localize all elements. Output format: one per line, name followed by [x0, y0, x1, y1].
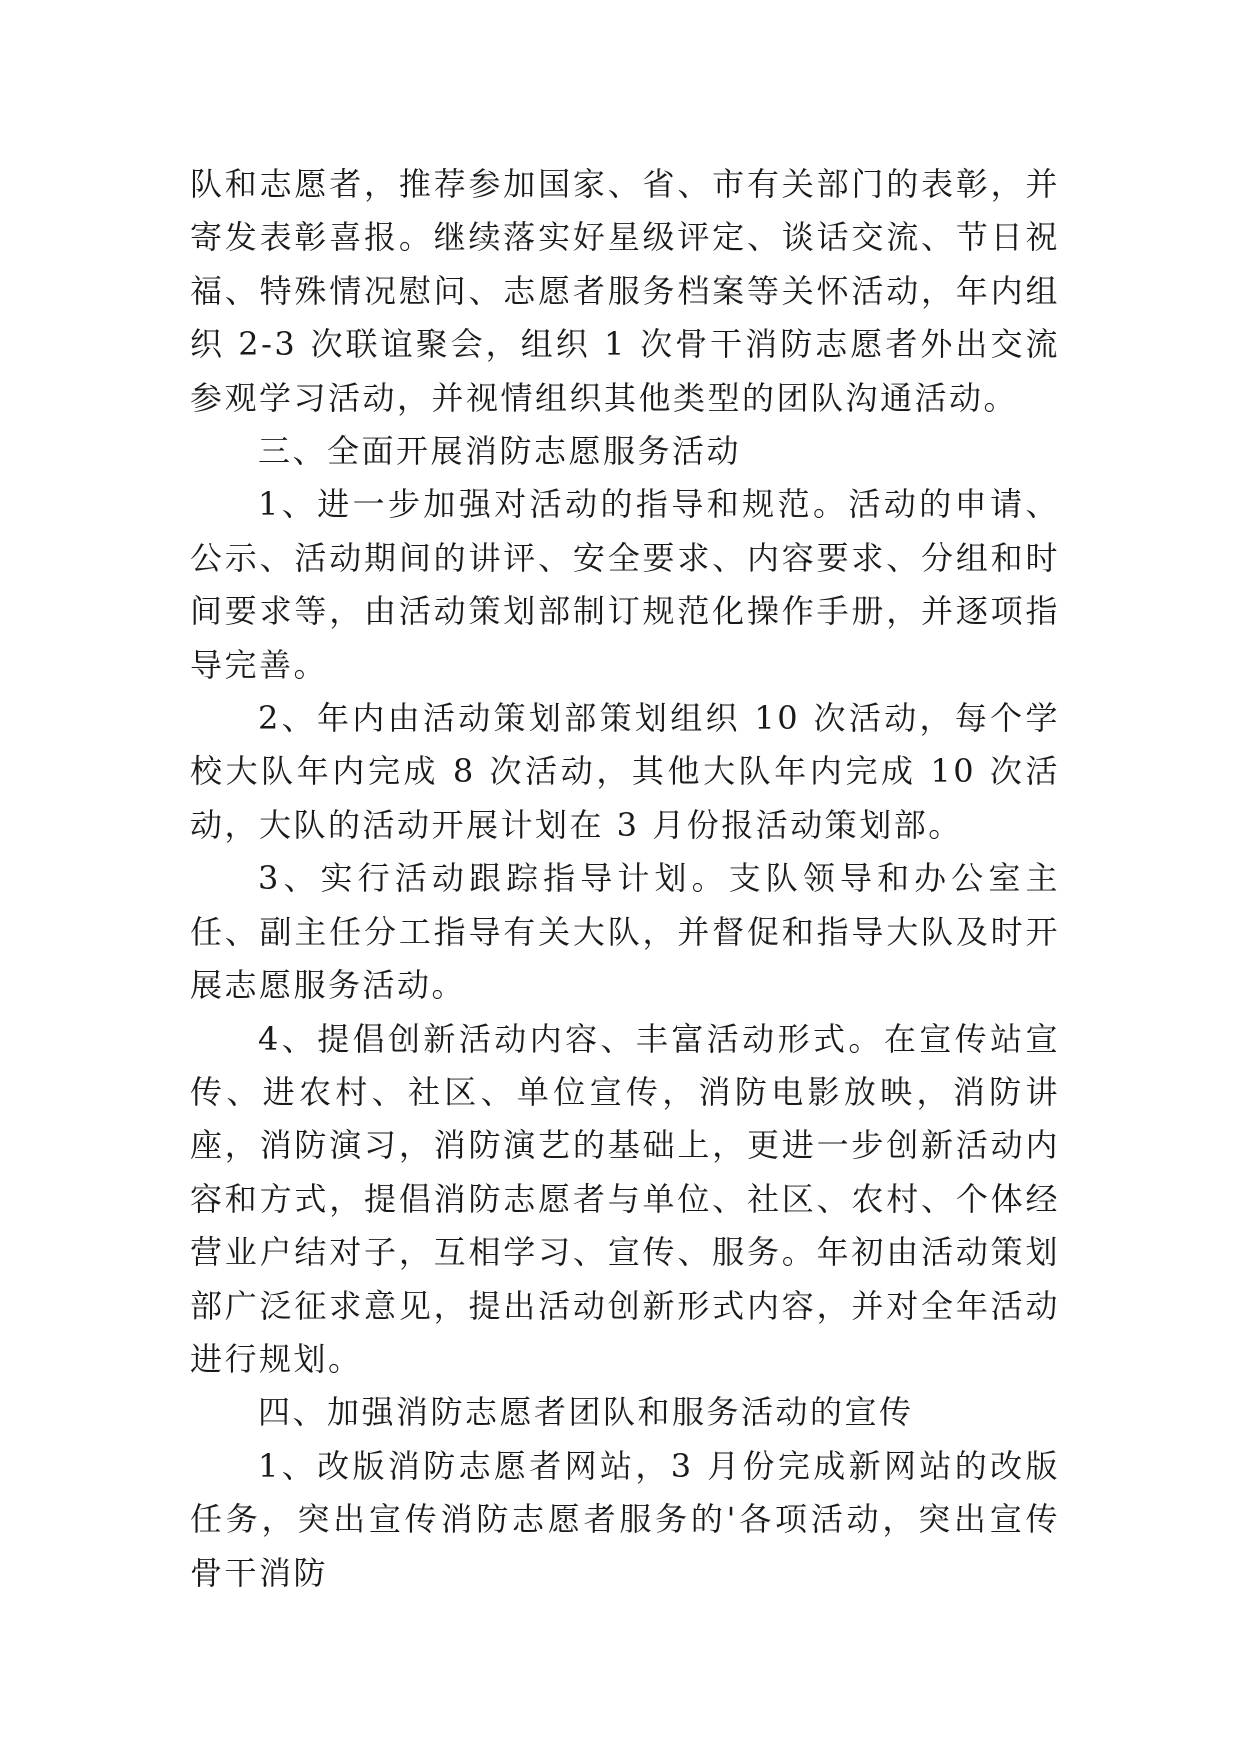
list-item-3-1: 1、进一步加强对活动的指导和规范。活动的申请、公示、活动期间的讲评、安全要求、内容要求、分组和时间要求等，由活动策划部制订规范化操作手册，并逐项指导完善。	[190, 485, 1060, 684]
list-item-3-4: 4、提倡创新活动内容、丰富活动形式。在宣传站宣传、进农村、社区、单位宣传，消防电影放映，消防讲座，消防演习，消防演艺的基础上，更进一步创新活动内容和方式，提倡消防志愿者与单位、社区、农村、个体经营业户结对子，互相学习、宣传、服务。年初由活动策划部广泛征求意见，提出活动创新形式内容，并对全年活动进行规划。	[190, 1019, 1060, 1378]
paragraph-continuation: 队和志愿者，推荐参加国家、省、市有关部门的表彰，并寄发表彰喜报。继续落实好星级评定、谈话交流、节日祝福、特殊情况慰问、志愿者服务档案等关怀活动，年内组织 2-3 次联谊聚会，组织 1 次骨干消防志愿者外出交流参观学习活动，并视情组织其他类型的团队沟通活动。	[190, 165, 1060, 417]
document-body	[190, 158, 1060, 1600]
section-heading-4: 四、加强消防志愿者团队和服务活动的宣传	[258, 1393, 914, 1432]
section-heading-3: 三、全面开展消防志愿服务活动	[258, 432, 742, 471]
list-item-4-1: 1、改版消防志愿者网站，3 月份完成新网站的改版任务，突出宣传消防志愿者服务的'各项活动，突出宣传骨干消防	[190, 1446, 1060, 1592]
list-item-3-3: 3、实行活动跟踪指导计划。支队领导和办公室主任、副主任分工指导有关大队，并督促和指导大队及时开展志愿服务活动。	[190, 859, 1060, 1005]
list-item-3-2: 2、年内由活动策划部策划组织 10 次活动，每个学校大队年内完成 8 次活动，其他大队年内完成 10 次活动，大队的活动开展计划在 3 月份报活动策划部。	[190, 699, 1060, 844]
